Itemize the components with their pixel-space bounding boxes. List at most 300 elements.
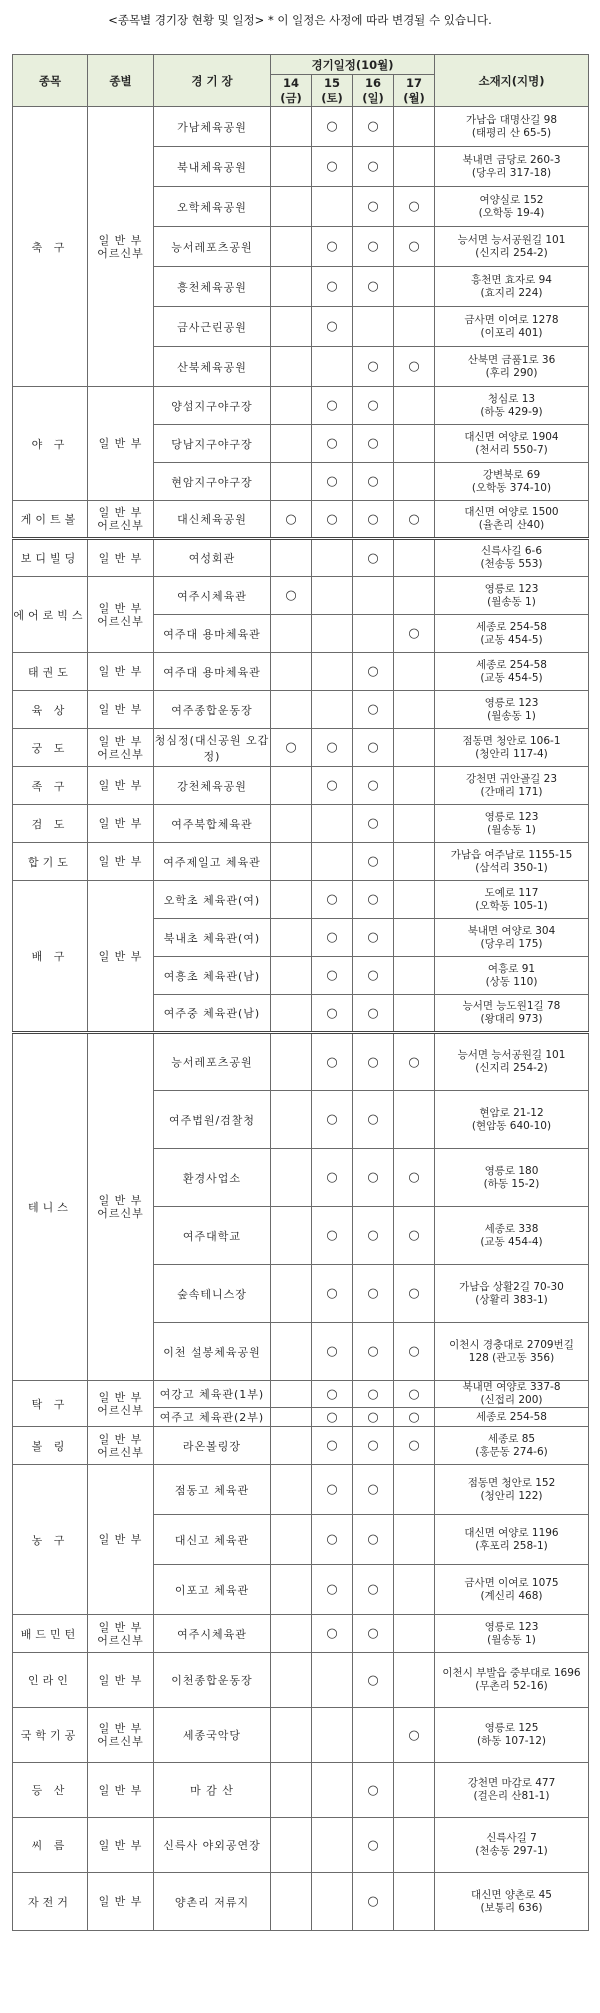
schedule-mark-cell: ○: [353, 1873, 394, 1931]
address-line: 영릉로 123: [484, 1620, 539, 1633]
schedule-mark-cell: ○: [353, 691, 394, 729]
address-cell: [435, 1565, 589, 1615]
category-cell: 일 반 부: [88, 1818, 154, 1873]
schedule-mark-cell: [271, 463, 312, 501]
schedule-mark-cell: ○: [312, 1381, 353, 1408]
address-line: 도예로 117: [484, 886, 539, 899]
schedule-mark-cell: ○: [312, 881, 353, 919]
address-lot: (월송동 1): [487, 595, 536, 608]
address-line: 신륵사길 6-6: [480, 545, 543, 557]
schedule-mark-cell: [312, 539, 353, 577]
address-cell: [435, 1615, 589, 1653]
address-line: 세종로 254-58: [476, 658, 547, 671]
schedule-mark-cell: [394, 1465, 435, 1515]
schedule-mark-cell: [312, 653, 353, 691]
schedule-mark-cell: [353, 577, 394, 615]
schedule-mark-cell: ○: [394, 1427, 435, 1465]
schedule-mark-cell: ○: [353, 1381, 394, 1408]
address-cell: [435, 267, 589, 307]
address-lot: (현암동 640-10): [471, 1119, 552, 1132]
table-row: [13, 1427, 589, 1465]
address-line: 청심로 13: [487, 392, 536, 405]
header-day-17: 17 (월): [394, 75, 435, 107]
schedule-mark-cell: [271, 653, 312, 691]
schedule-mark-cell: ○: [353, 147, 394, 187]
schedule-mark-cell: [271, 1381, 312, 1408]
venue-cell: 여흥초 체육관(남): [154, 957, 271, 995]
schedule-mark-cell: ○: [312, 425, 353, 463]
category-cell: 일 반 부 어르신부: [88, 729, 154, 767]
address-line: 강천면 귀안골길 23: [465, 772, 558, 785]
schedule-mark-cell: [271, 995, 312, 1033]
page-title: <종목별 경기장 현황 및 일정> * 이 일정은 사정에 따라 변경될 수 있습니다.: [108, 13, 492, 27]
schedule-mark-cell: ○: [353, 1408, 394, 1427]
schedule-mark-cell: [271, 347, 312, 387]
address-lot: (천서리 550-7): [475, 443, 548, 456]
schedule-mark-cell: ○: [353, 919, 394, 957]
schedule-mark-cell: ○: [353, 1207, 394, 1265]
schedule-mark-cell: [394, 1763, 435, 1818]
address-cell: [435, 805, 589, 843]
venue-cell: 대신체육공원: [154, 501, 271, 539]
address-line: 능서면 능서공원길 101: [457, 233, 566, 246]
address-lot: (계신리 468): [480, 1589, 543, 1602]
address-cell: [435, 919, 589, 957]
address-cell: [435, 1091, 589, 1149]
address-cell: [435, 1265, 589, 1323]
address-cell: [435, 347, 589, 387]
schedule-mark-cell: [353, 307, 394, 347]
schedule-mark-cell: [394, 805, 435, 843]
schedule-mark-cell: ○: [353, 187, 394, 227]
address-lot: (상활리 383-1): [475, 1293, 548, 1306]
schedule-mark-cell: ○: [353, 653, 394, 691]
header-venue: 경 기 장: [154, 55, 271, 107]
schedule-mark-cell: [312, 1653, 353, 1708]
schedule-mark-cell: [271, 1873, 312, 1931]
schedule-mark-cell: ○: [312, 957, 353, 995]
schedule-mark-cell: [394, 881, 435, 919]
venue-cell: 오학초 체육관(여): [154, 881, 271, 919]
address-cell: [435, 1818, 589, 1873]
schedule-mark-cell: ○: [353, 995, 394, 1033]
sport-cell: 자전거: [13, 1873, 88, 1931]
category-cell: 일 반 부 어르신부: [88, 1615, 154, 1653]
schedule-mark-cell: [394, 267, 435, 307]
category-cell: 일 반 부 어르신부: [88, 501, 154, 539]
header-day-16: 16 (일): [353, 75, 394, 107]
schedule-mark-cell: ○: [312, 1565, 353, 1615]
address-line: 세종로 85: [487, 1432, 536, 1445]
schedule-mark-cell: ○: [271, 501, 312, 539]
schedule-mark-cell: [271, 767, 312, 805]
schedule-mark-cell: ○: [353, 843, 394, 881]
venue-cell: 강천체육공원: [154, 767, 271, 805]
sport-cell: 궁 도: [13, 729, 88, 767]
schedule-mark-cell: [312, 187, 353, 227]
address-lot: (홍문동 274-6): [475, 1445, 548, 1458]
sport-cell: 합기도: [13, 843, 88, 881]
table-row: [13, 653, 589, 691]
schedule-mark-cell: ○: [353, 805, 394, 843]
table-row: [13, 1615, 589, 1653]
schedule-mark-cell: ○: [312, 227, 353, 267]
schedule-mark-cell: ○: [353, 227, 394, 267]
venue-cell: 여주대 용마체육관: [154, 653, 271, 691]
schedule-mark-cell: [271, 227, 312, 267]
address-cell: [435, 1427, 589, 1465]
table-row: [13, 107, 589, 147]
venue-cell: 이천종합운동장: [154, 1653, 271, 1708]
schedule-mark-cell: ○: [353, 463, 394, 501]
schedule-mark-cell: ○: [312, 147, 353, 187]
schedule-mark-cell: [312, 805, 353, 843]
schedule-mark-cell: ○: [312, 1323, 353, 1381]
schedule-mark-cell: ○: [353, 425, 394, 463]
schedule-mark-cell: [312, 577, 353, 615]
schedule-mark-cell: ○: [312, 1465, 353, 1515]
schedule-mark-cell: [271, 1033, 312, 1091]
category-cell: 일 반 부: [88, 691, 154, 729]
schedule-mark-cell: ○: [394, 227, 435, 267]
address-cell: [435, 1515, 589, 1565]
table-row: [13, 767, 589, 805]
schedule-mark-cell: [394, 539, 435, 577]
address-lot: (교동 454-5): [480, 671, 543, 684]
venue-cell: 가남체육공원: [154, 107, 271, 147]
schedule-mark-cell: [394, 1818, 435, 1873]
address-lot: (오학동 374-10): [471, 481, 552, 494]
schedule-mark-cell: [271, 957, 312, 995]
address-lot: (후리 290): [485, 366, 538, 379]
address-cell: [435, 653, 589, 691]
schedule-mark-cell: [271, 919, 312, 957]
address-line: 가남읍 대명산길 98: [465, 113, 558, 126]
schedule-mark-cell: [271, 615, 312, 653]
address-cell: [435, 463, 589, 501]
venue-cell: 현암지구야구장: [154, 463, 271, 501]
venue-cell: 여강고 체육관(1부): [154, 1381, 271, 1408]
address-lot: (청안리 117-4): [475, 747, 548, 760]
sport-cell: 배드민턴: [13, 1615, 88, 1653]
schedule-mark-cell: [271, 1149, 312, 1207]
schedule-mark-cell: ○: [271, 729, 312, 767]
address-lot: (교동 454-5): [480, 633, 543, 646]
sport-cell: 인라인: [13, 1653, 88, 1708]
address-lot: (율촌리 산40): [478, 519, 545, 531]
schedule-mark-cell: ○: [353, 1818, 394, 1873]
schedule-mark-cell: ○: [312, 995, 353, 1033]
venue-cell: 이포고 체육관: [154, 1565, 271, 1615]
sport-cell: 배 구: [13, 881, 88, 1033]
schedule-mark-cell: [394, 653, 435, 691]
address-line: 영릉로 180: [484, 1164, 539, 1177]
address-lot: (하동 107-12): [476, 1735, 546, 1747]
venue-cell: 여주대 용마체육관: [154, 615, 271, 653]
address-lot: (왕대리 973): [480, 1013, 543, 1025]
schedule-mark-cell: ○: [312, 107, 353, 147]
schedule-mark-cell: [271, 107, 312, 147]
schedule-mark-cell: [271, 1207, 312, 1265]
address-lot: (교동 454-4): [480, 1235, 543, 1248]
schedule-mark-cell: [312, 347, 353, 387]
address-line: 점동면 청안로 152: [467, 1476, 556, 1489]
table-row: [13, 1763, 589, 1818]
venue-cell: 양섬지구야구장: [154, 387, 271, 425]
address-cell: [435, 691, 589, 729]
category-cell: 일 반 부: [88, 387, 154, 501]
schedule-mark-cell: [353, 615, 394, 653]
address-lot: (무촌리 52-16): [475, 1680, 548, 1692]
schedule-mark-cell: [271, 805, 312, 843]
schedule-mark-cell: [394, 729, 435, 767]
address-cell: [435, 147, 589, 187]
schedule-mark-cell: [271, 1408, 312, 1427]
schedule-mark-cell: ○: [353, 1427, 394, 1465]
address-lot: (상동 110): [485, 975, 538, 988]
category-cell: 일 반 부: [88, 1873, 154, 1931]
address-line: 대신면 양촌로 45: [471, 1888, 552, 1901]
venue-cell: 여주법원/검찰청: [154, 1091, 271, 1149]
schedule-mark-cell: ○: [353, 267, 394, 307]
table-row: [13, 691, 589, 729]
schedule-mark-cell: ○: [312, 1207, 353, 1265]
schedule-mark-cell: ○: [312, 463, 353, 501]
schedule-mark-cell: [271, 1427, 312, 1465]
address-cell: [435, 187, 589, 227]
schedule-mark-cell: ○: [353, 957, 394, 995]
schedule-mark-cell: ○: [312, 767, 353, 805]
schedule-mark-cell: [394, 387, 435, 425]
venue-cell: 양촌리 저류지: [154, 1873, 271, 1931]
category-cell: 일 반 부 어르신부: [88, 1427, 154, 1465]
address-cell: [435, 1653, 589, 1708]
schedule-mark-cell: [394, 995, 435, 1033]
schedule-mark-cell: ○: [394, 187, 435, 227]
schedule-mark-cell: [271, 425, 312, 463]
schedule-mark-cell: ○: [312, 919, 353, 957]
venue-cell: 숲속테니스장: [154, 1265, 271, 1323]
address-cell: [435, 995, 589, 1033]
address-cell: [435, 881, 589, 919]
address-line: 신륵사길 7: [486, 1832, 537, 1844]
address-line: 산북면 금품1로 36: [467, 353, 556, 366]
schedule-mark-cell: ○: [353, 1653, 394, 1708]
venue-cell: 금사근린공원: [154, 307, 271, 347]
address-lot: (청안리 122): [480, 1489, 543, 1502]
category-cell: 일 반 부: [88, 805, 154, 843]
schedule-mark-cell: [394, 919, 435, 957]
address-line: 영릉로 123: [484, 696, 539, 709]
sport-cell: 농 구: [13, 1465, 88, 1615]
address-lot: (신지리 254-2): [475, 246, 548, 259]
address-line: 대신면 여양로 1500: [464, 506, 559, 518]
schedule-mark-cell: ○: [353, 1515, 394, 1565]
schedule-mark-cell: ○: [394, 1381, 435, 1408]
venue-cell: 점동고 체육관: [154, 1465, 271, 1515]
address-line: 북내면 여양로 304: [467, 924, 556, 937]
schedule-mark-cell: [271, 1763, 312, 1818]
sport-cell: 씨 름: [13, 1818, 88, 1873]
address-lot: (효지리 224): [480, 286, 543, 299]
table-row: [13, 1653, 589, 1708]
schedule-mark-cell: [312, 843, 353, 881]
schedule-mark-cell: ○: [353, 1465, 394, 1515]
address-lot: (천송동 553): [480, 558, 543, 570]
schedule-mark-cell: [394, 463, 435, 501]
venue-cell: 대신고 체육관: [154, 1515, 271, 1565]
address-line: 여흥로 91: [487, 962, 536, 975]
venue-cell: 이천 설봉체육공원: [154, 1323, 271, 1381]
address-cell: [435, 1465, 589, 1515]
venue-cell: 여주북합체육관: [154, 805, 271, 843]
address-cell: [435, 425, 589, 463]
header-day-14: 14 (금): [271, 75, 312, 107]
category-cell: 일 반 부: [88, 881, 154, 1033]
address-lot: (월송동 1): [487, 709, 536, 722]
address-line: 영릉로 123: [484, 582, 539, 595]
schedule-mark-cell: ○: [312, 267, 353, 307]
address-lot: (신지리 254-2): [475, 1062, 548, 1074]
table-row: [13, 729, 589, 767]
schedule-mark-cell: [353, 1708, 394, 1763]
schedule-mark-cell: [271, 147, 312, 187]
address-line: 능서면 능도원1길 78: [462, 1000, 561, 1012]
schedule-mark-cell: [394, 1615, 435, 1653]
address-line: 세종로 338: [484, 1222, 539, 1235]
address-line: 강변북로 69: [482, 468, 541, 481]
address-line: 금사면 이여로 1278: [464, 313, 559, 326]
address-lot: (하동 429-9): [480, 405, 543, 418]
header-category: 종별: [88, 55, 154, 107]
schedule-mark-cell: ○: [394, 1149, 435, 1207]
schedule-mark-cell: [312, 1873, 353, 1931]
venue-cell: 여주제일고 체육관: [154, 843, 271, 881]
table-row: [13, 805, 589, 843]
sport-cell: 국학기공: [13, 1708, 88, 1763]
address-line: 대신면 여양로 1904: [464, 430, 559, 443]
sport-cell: 에어로빅스: [13, 577, 88, 653]
schedule-mark-cell: ○: [394, 1265, 435, 1323]
venue-cell: 환경사업소: [154, 1149, 271, 1207]
schedule-mark-cell: ○: [312, 1615, 353, 1653]
schedule-mark-cell: ○: [271, 577, 312, 615]
schedule-mark-cell: ○: [353, 539, 394, 577]
schedule-mark-cell: [394, 843, 435, 881]
schedule-mark-cell: [271, 187, 312, 227]
table-row: [13, 1818, 589, 1873]
venue-cell: 여주시체육관: [154, 1615, 271, 1653]
table-row: [13, 1033, 589, 1091]
schedule-mark-cell: [394, 957, 435, 995]
schedule-mark-cell: [271, 1515, 312, 1565]
sport-cell: 검 도: [13, 805, 88, 843]
table-row: [13, 577, 589, 615]
address-line: 현암로 21-12: [479, 1106, 544, 1119]
address-cell: [435, 1149, 589, 1207]
venue-cell: 청심정(대신공원 오갑정): [154, 729, 271, 767]
schedule-mark-cell: ○: [394, 1323, 435, 1381]
address-line: 대신면 여양로 1196: [464, 1526, 559, 1539]
schedule-mark-cell: ○: [394, 1033, 435, 1091]
address-line: 금사면 이여로 1075: [464, 1576, 559, 1589]
address-line: 북내면 여양로 337-8: [462, 1381, 561, 1393]
address-line: 가남읍 상활2길 70-30: [459, 1280, 564, 1293]
address-lot: (당우리 175): [480, 937, 543, 950]
venue-cell: 당남지구야구장: [154, 425, 271, 463]
schedule-mark-cell: [312, 1708, 353, 1763]
category-cell: 일 반 부 어르신부: [88, 1381, 154, 1427]
schedule-mark-cell: [394, 107, 435, 147]
address-lot: (보통리 636): [480, 1901, 543, 1914]
table-row: [13, 1708, 589, 1763]
category-cell: 일 반 부: [88, 767, 154, 805]
address-lot: (걸은리 산81-1): [473, 1790, 550, 1802]
schedule-mark-cell: ○: [312, 1265, 353, 1323]
sport-cell: 축 구: [13, 107, 88, 387]
address-lot: (월송동 1): [487, 823, 536, 836]
header-address: 소재지(지명): [435, 55, 589, 107]
schedule-mark-cell: ○: [312, 1091, 353, 1149]
address-line: 세종로 254-58: [476, 620, 547, 633]
schedule-mark-cell: [394, 1565, 435, 1615]
schedule-mark-cell: [271, 539, 312, 577]
venue-cell: 산북체육공원: [154, 347, 271, 387]
schedule-mark-cell: ○: [312, 729, 353, 767]
address-line: 여양실로 152: [479, 193, 544, 206]
category-cell: 일 반 부 어르신부: [88, 1708, 154, 1763]
venue-cell: 라온볼링장: [154, 1427, 271, 1465]
schedule-mark-cell: ○: [312, 1515, 353, 1565]
sport-cell: 볼 링: [13, 1427, 88, 1465]
schedule-mark-cell: ○: [394, 1207, 435, 1265]
schedule-mark-cell: ○: [353, 767, 394, 805]
address-cell: [435, 1033, 589, 1091]
address-cell: [435, 1381, 589, 1408]
venue-cell: 여주종합운동장: [154, 691, 271, 729]
address-cell: [435, 615, 589, 653]
address-cell: [435, 307, 589, 347]
schedule-mark-cell: [271, 1465, 312, 1515]
table-row: [13, 501, 589, 539]
schedule-mark-cell: [271, 387, 312, 425]
schedule-mark-cell: ○: [394, 501, 435, 539]
schedule-mark-cell: ○: [353, 1615, 394, 1653]
address-lot: (당우리 317-18): [471, 166, 552, 179]
schedule-mark-cell: [394, 425, 435, 463]
category-cell: 일 반 부: [88, 1465, 154, 1615]
address-line: 영릉로 123: [484, 810, 539, 823]
schedule-mark-cell: [394, 1515, 435, 1565]
address-lot: (이포리 401): [480, 326, 543, 339]
schedule-mark-cell: ○: [353, 1323, 394, 1381]
schedule-mark-cell: [271, 1091, 312, 1149]
address-cell: [435, 539, 589, 577]
schedule-mark-cell: ○: [353, 1091, 394, 1149]
address-cell: [435, 1323, 589, 1381]
sport-cell: 태권도: [13, 653, 88, 691]
venue-cell: 북내체육공원: [154, 147, 271, 187]
address-line: 이천시 경충대로 2709번길: [449, 1338, 574, 1351]
schedule-mark-cell: ○: [353, 729, 394, 767]
venue-cell: 여주시체육관: [154, 577, 271, 615]
sport-cell: 탁 구: [13, 1381, 88, 1427]
address-lot: (태평리 산 65-5): [471, 126, 552, 139]
schedule-mark-cell: [394, 147, 435, 187]
schedule-mark-cell: [394, 307, 435, 347]
schedule-mark-cell: [312, 1763, 353, 1818]
address-line: 이천시 부발읍 중부대로 1696: [442, 1667, 581, 1679]
